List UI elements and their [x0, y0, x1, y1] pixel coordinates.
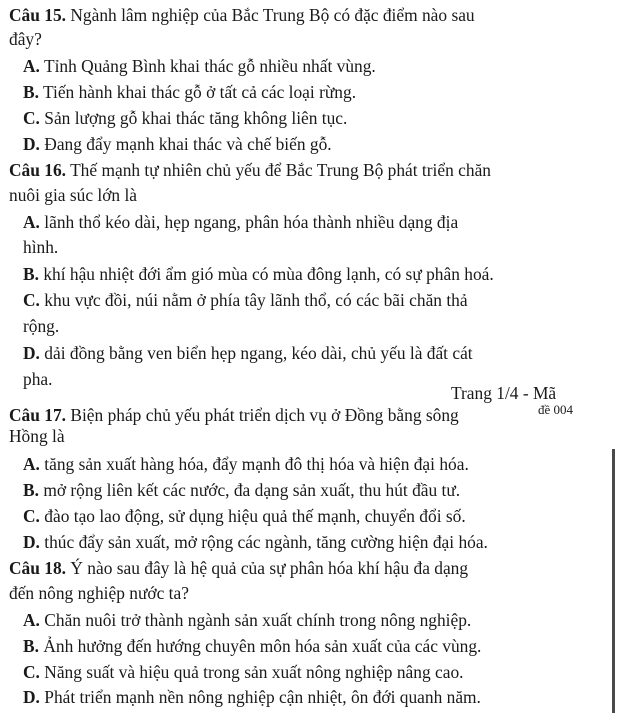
option-label: D.	[23, 687, 40, 707]
option-label: A.	[23, 212, 40, 232]
option-d	[23, 686, 481, 710]
option-text: lãnh thổ kéo dài, hẹp ngang, phân hóa thành nhiều dạng địa	[44, 212, 459, 232]
option-label: B.	[23, 636, 39, 656]
question-label: Câu 16.	[9, 160, 67, 180]
option-text: Năng suất và hiệu quả trong sản xuất nông nghiệp nâng cao.	[44, 662, 464, 682]
question-text-cont: nuôi gia súc lớn là	[9, 185, 138, 205]
question-text: Ý nào sau đây là hệ quả của sự phân hóa khí hậu đa dạng	[70, 558, 469, 578]
question-label: Câu 15.	[9, 5, 67, 25]
option-b	[23, 263, 494, 287]
question-label: Câu 17.	[9, 405, 67, 425]
option-label: B.	[23, 480, 39, 500]
question-text-cont: đến nông nghiệp nước ta?	[9, 583, 189, 603]
option-label: A.	[23, 610, 40, 630]
option-text: Đang đẩy mạnh khai thác và chế biến gỗ.	[44, 134, 332, 154]
option-a	[23, 609, 471, 633]
option-a	[23, 453, 469, 477]
question-17	[9, 404, 459, 428]
question-15	[9, 4, 475, 28]
option-label: C.	[23, 506, 40, 526]
option-label: C.	[23, 662, 40, 682]
question-text: Biện pháp chủ yếu phát triển dịch vụ ở Đồng bằng sông	[70, 405, 459, 425]
option-text: tăng sản xuất hàng hóa, đẩy mạnh đô thị hóa và hiện đại hóa.	[44, 454, 469, 474]
option-c	[23, 661, 463, 685]
option-text: Chăn nuôi trở thành ngành sản xuất chính trong nông nghiệp.	[44, 610, 472, 630]
option-text: Ảnh hưởng đến hướng chuyên môn hóa sản xuất của các vùng.	[43, 636, 482, 656]
option-text: khí hậu nhiệt đới ẩm gió mùa có mùa đông lạnh, có sự phân hoá.	[43, 264, 494, 284]
option-text: Tiến hành khai thác gỗ ở tất cả các loại rừng.	[43, 82, 357, 102]
question-text: Thế mạnh tự nhiên chủ yếu để Bắc Trung Bộ phát triển chăn	[70, 160, 491, 180]
question-label: Câu 18.	[9, 558, 67, 578]
option-c	[23, 505, 466, 529]
option-text: đào tạo lao động, sử dụng hiệu quả thế mạnh, chuyển đổi số.	[44, 506, 466, 526]
option-d	[23, 133, 332, 157]
page-footer-number: Trang 1/4 - Mã	[451, 383, 557, 403]
option-label: D.	[23, 532, 40, 552]
option-label: D.	[23, 134, 40, 154]
option-c	[23, 107, 347, 131]
option-text: Tỉnh Quảng Bình khai thác gỗ nhiều nhất vùng.	[43, 56, 376, 76]
question-text-cont: đây?	[9, 29, 42, 49]
option-text: mở rộng liên kết các nước, đa dạng sản xuất, thu hút đầu tư.	[43, 480, 461, 500]
option-a	[23, 211, 458, 235]
option-text-cont: hình.	[23, 237, 59, 257]
option-b	[23, 635, 481, 659]
option-a	[23, 55, 376, 79]
option-text: khu vực đồi, núi nằm ở phía tây lãnh thổ, có các bãi chăn thả	[44, 290, 468, 310]
question-18	[9, 557, 468, 581]
option-text-cont: pha.	[23, 369, 53, 389]
option-text: thúc đẩy sản xuất, mở rộng các ngành, tăng cường hiện đại hóa.	[44, 532, 488, 552]
option-d	[23, 342, 473, 366]
option-text: Phát triển mạnh nền nông nghiệp cận nhiệt, ôn đới quanh năm.	[44, 687, 481, 707]
option-label: C.	[23, 290, 40, 310]
option-text: dải đồng bằng ven biển hẹp ngang, kéo dài, chủ yếu là đất cát	[44, 343, 473, 363]
option-label: B.	[23, 264, 39, 284]
option-label: D.	[23, 343, 40, 363]
option-text: Sản lượng gỗ khai thác tăng không liên tục.	[44, 108, 348, 128]
option-c	[23, 289, 468, 313]
margin-rule	[612, 449, 615, 713]
page-footer-code: đề 004	[538, 402, 574, 417]
option-b	[23, 479, 460, 503]
option-label: C.	[23, 108, 40, 128]
option-label: A.	[23, 454, 40, 474]
question-16	[9, 159, 491, 183]
option-d	[23, 531, 488, 555]
option-b	[23, 81, 356, 105]
question-text: Ngành lâm nghiệp của Bắc Trung Bộ có đặc điểm nào sau	[70, 5, 475, 25]
option-label: B.	[23, 82, 39, 102]
question-text-cont: Hồng là	[9, 426, 65, 446]
option-text-cont: rộng.	[23, 316, 60, 336]
option-label: A.	[23, 56, 40, 76]
